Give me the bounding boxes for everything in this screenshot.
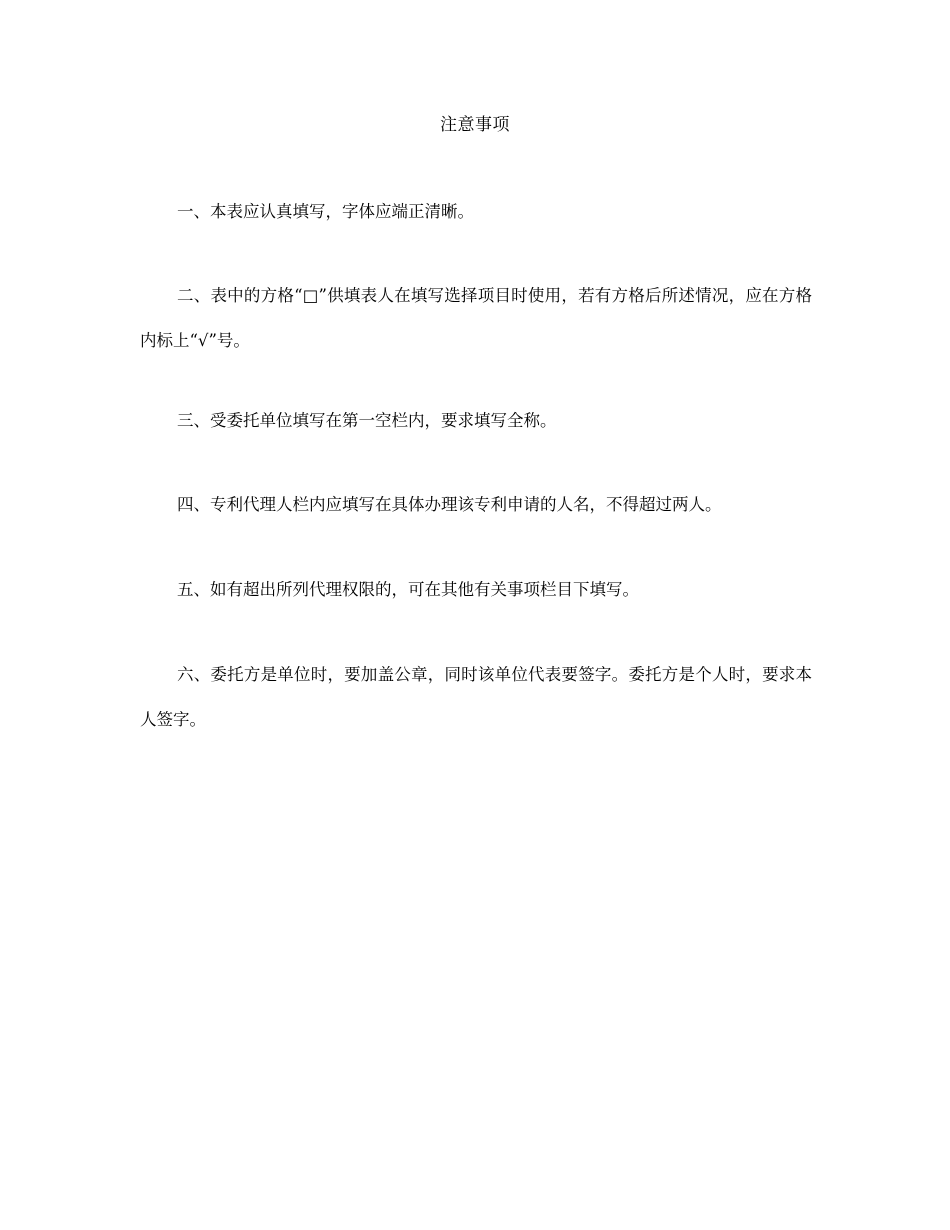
instruction-item-3: 三、受委托单位填写在第一空栏内，要求填写全称。 xyxy=(177,411,557,430)
instruction-item-5: 五、如有超出所列代理权限的，可在其他有关事项栏目下填写。 xyxy=(177,580,639,599)
instruction-item-2: 二、表中的方格“□”供填表人在填写选择项目时使用，若有方格后所述情况，应在方格内标上“√”号。 xyxy=(140,286,812,350)
instruction-item-6: 六、委托方是单位时，要加盖公章，同时该单位代表要签字。委托方是个人时，要求本人签字。 xyxy=(140,665,812,729)
instruction-item-4: 四、专利代理人栏内应填写在具体办理该专利申请的人名，不得超过两人。 xyxy=(177,495,722,514)
page-title: 注意事项 xyxy=(440,115,510,135)
instruction-item-1: 一、本表应认真填写，字体应端正清晰。 xyxy=(177,202,474,221)
